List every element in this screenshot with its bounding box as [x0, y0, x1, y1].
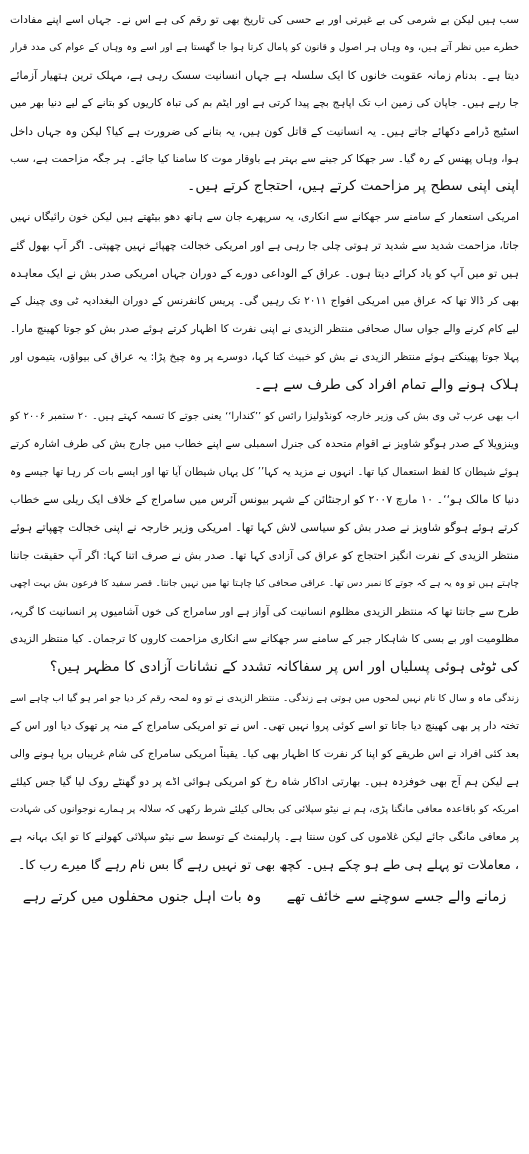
text-line: ہوا، وہاں پھنس کے رہ گیا۔ سر جھکا کر جینے سے بہتر ہے باوقار موت کا سامنا کیا جائے۔ ہر جگہ مزاحمت ہے، سب	[10, 152, 519, 165]
text-line: ہلاک ہونے والے تمام افراد کی طرف سے ہے۔	[254, 376, 519, 393]
text-line: اسٹیج ڈرامے دکھائے جاتے ہیں۔ یہ انسانیت کے قاتل کون ہیں، یہ بتانے کی ضرورت ہے کیا؟ لیکن وہ جہاں داخل	[10, 124, 519, 138]
article-paragraph	[10, 403, 519, 682]
text-line: کرتے ہوئے ہوگو شاویز نے صدر بش کو سیاسی لاش کہا تھا۔ امریکی وزیر خارجہ نے اپنی خجالت چھپاتے ہوئے	[10, 521, 519, 535]
text-line: دنیا کا مالک ہو‘‘۔ ۱۰ مارچ ۲۰۰۷ کو ارجنٹائن کے شہر بیونس آئرس میں سامراج کے خلاف ایک ریلی سے خطاب	[10, 493, 519, 507]
closing-verse	[10, 883, 519, 911]
article-paragraph	[10, 6, 519, 201]
text-line: طرح سے جانتا تھا کہ منتظر الزیدی مظلوم انسانیت کی آواز ہے اور سامراج کی خوں آشامیوں پر انسانیت کا گریہ،	[10, 605, 519, 619]
text-line: دیتا ہے۔ بدنام زمانہ عقوبت خانوں کا ایک سلسلہ ہے جہاں انسانیت سسک رہی ہے، مہلک ترین ہتھیار آزمائے	[10, 68, 519, 82]
text-line: منتظر الزیدی کے نفرت انگیز احتجاج کو عراق کی آزادی کہا تھا۔ صدر بش نے صرف اتنا کہا: اگر آپ حقیقت جاننا	[10, 549, 519, 563]
text-line: تختہ دار پر بھی کھینچ دیا جاتا تو اسے کوئی پروا نہیں تھی۔ اس نے تو امریکی سامراج کے منہ پر تھوک دیا اور اس کے	[10, 719, 519, 732]
text-line: امریکہ کو باقاعدہ معافی مانگنا پڑی، ہم نے نیٹو سپلائی کی بحالی کیلئے شرط رکھی کہ سلالہ پر ہمارے نوجوانوں کی شہادت	[10, 804, 519, 816]
text-line: بعد کئی افراد نے اس طریقے کو اپنا کر نفرت کا اظہار بھی کیا۔ یقیناً امریکی سامراج کی شام غریباں برپا ہونے والی	[10, 747, 519, 760]
text-line: چاہتے ہیں تو وہ یہ ہے کہ جوتے کا نمبر دس تھا۔ عراقی صحافی کیا چاہتا تھا میں نہیں جانتا۔ قصر سفید کا فرعون بش بہت اچھی	[10, 578, 519, 590]
text-line: ہیں تو میں آپ کو یاد کرائے دیتا ہوں۔ عراق کے الوداعی دورے کے دوران جہاں امریکی صدر بش نے ایک معاہدہ	[10, 267, 519, 281]
text-line: وینزویلا کے صدر ہوگو شاویز نے اقوام متحدہ کی جنرل اسمبلی سے اپنے خطاب میں جارج بش کی طرف اشارہ کرتے	[10, 437, 519, 450]
article-body	[10, 6, 519, 880]
text-line: بھی کر ڈالا تھا کہ عراق میں امریکی افواج ۲۰۱۱ تک رہیں گی۔ پریس کانفرنس کے دوران البغدادیہ ٹی وی چینل کے	[10, 295, 519, 308]
verse-first-line: زمانے والے جسے سوچنے سے خائف تھے	[286, 889, 507, 906]
verse-second-line: وہ بات اہل جنوں محفلوں میں کرتے رہے	[22, 889, 262, 906]
text-line: اپنی اپنی سطح پر مزاحمت کرتے ہیں، احتجاج کرتے ہیں۔	[187, 178, 519, 195]
text-line: سب ہیں لیکن بے شرمی کی بے غیرتی اور بے حسی کی تاریخ بھی تو رقم کی ہے اس نے۔ جہاں اسے اپنے مفادات	[10, 13, 519, 26]
article-paragraph	[10, 685, 519, 880]
text-line: مظلومیت اور بے بسی کا شاہکار جبر کے سامنے سر جھکانے سے انکاری مزاحمت کاروں کا ترجمان۔ کیا منتظر الزیدی	[10, 632, 519, 645]
text-line: ، معاملات تو پہلے ہی طے ہو چکے ہیں۔ کچھ بھی تو نہیں رہے گا بس نام رہے گا میرے رب کا۔	[17, 858, 519, 874]
text-line: جا رہے ہیں۔ جاپان کی زمین اب تک اپاہج بچے پیدا کرتی ہے اور ایٹم بم کی تباہ کاریوں کو بتانے کے لیے دنیا بھر میں	[10, 96, 519, 109]
text-line: جاتا، مزاحمت شدید سے شدید تر ہوتی چلی جا رہی ہے اور امریکی خجالت چھپائے نہیں چھپتی۔ اگر آپ بھول گئے	[10, 239, 519, 253]
article-paragraph	[10, 204, 519, 399]
text-line: ہے لیکن ہم آج بھی خوفزدہ ہیں۔ بھارتی اداکار شاہ رخ کو امریکی ہوائی اڈے پر دو گھنٹے روک لیا گیا جس کیلئے	[10, 775, 519, 789]
text-line: امریکی استعمار کے سامنے سر جھکانے سے انکاری، یہ سرپھرے جان سے ہاتھ دھو بیٹھتے ہیں لیکن خون رائیگاں نہیں	[10, 211, 519, 224]
text-line: خطرے میں نظر آتے ہیں، وہ وہاں ہر اصول و قانون کو پامال کرتا ہوا جا گھستا ہے اور اسے وہ وہاں کے عوام کی مدد قرار	[10, 41, 519, 53]
text-line: پہلا جوتا پھینکتے ہوئے منتظر الزیدی نے بش کو خبیث کتا کہا، دوسرے پر وہ چیخ پڑا: یہ عراق کی بیواؤں، یتیموں اور	[10, 350, 519, 363]
text-line: اب بھی عرب ٹی وی بش کی وزیر خارجہ کونڈولیزا رائس کو ’’کندارا‘‘ یعنی جوتے کا تسمہ کہتے ہیں۔ ۲۰ ستمبر ۲۰۰۶ کو	[10, 410, 519, 422]
text-line: ہوئے شیطان کا لفظ استعمال کیا تھا۔ انہوں نے مزید یہ کہا’’ کل یہاں شیطان آیا تھا اور ایسے بات کر رہا تھا جیسے وہ	[10, 465, 519, 478]
text-line: لیے کام کرنے والے جواں سال صحافی منتظر الزیدی نے اپنی نفرت کا اظہار کرتے ہوئے صدر بش کو جوتا کھینچ مارا۔	[10, 322, 519, 335]
text-line: پر معافی مانگی جائے لیکن غلاموں کی کون سنتا ہے۔ پارلیمنٹ کے توسط سے نیٹو سپلائی کھولنے کا تو ایک بہانہ ہے	[10, 831, 519, 844]
text-line: زندگی ماہ و سال کا نام نہیں لمحوں میں ہوتی ہے زندگی۔ منتظر الزیدی نے تو وہ لمحہ رقم کر دیا جو امر ہو گیا اب چاہے اسے	[10, 692, 519, 704]
text-line: کی ٹوٹی ہوئی پسلیاں اور اس پر سفاکانہ تشدد کے نشانات آزادی کا مظہر ہیں؟	[49, 658, 519, 675]
